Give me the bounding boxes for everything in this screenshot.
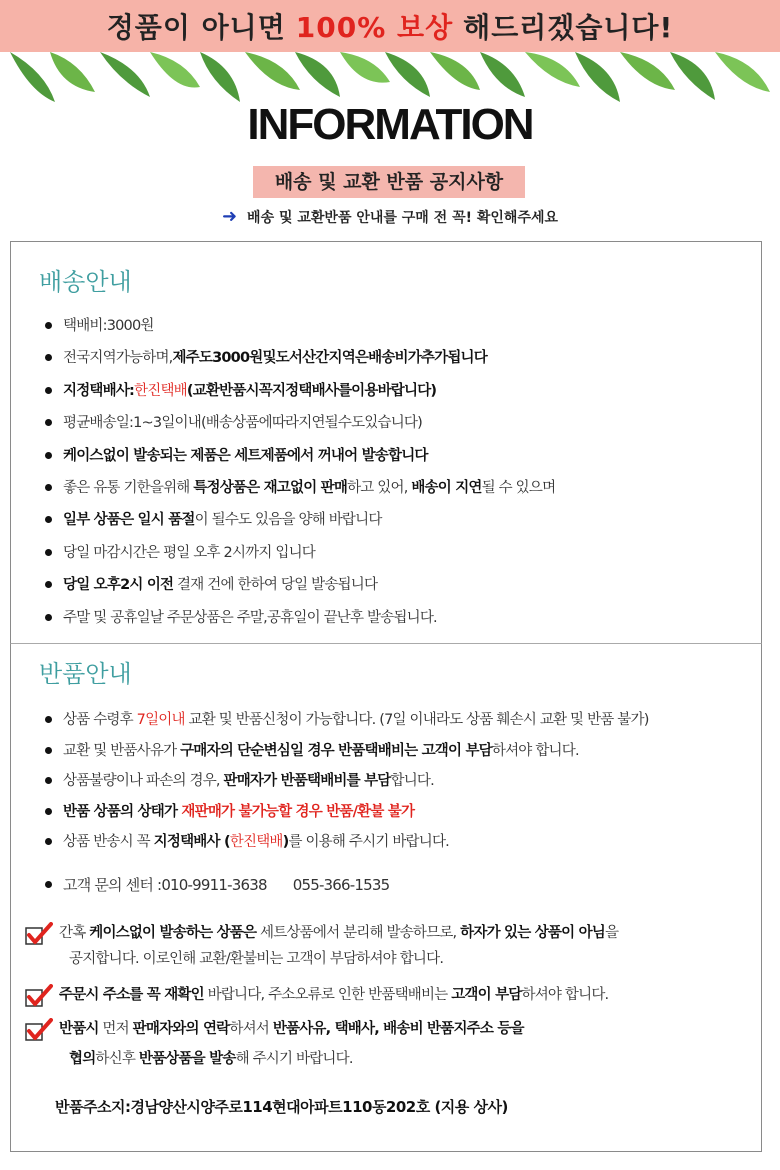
- return-list: [45, 708, 649, 903]
- list-item: 일부 상품은 일시 품절이 될수도 있음을 양해 바랍니다: [45, 508, 555, 540]
- return-address: 반품주소지:경남양산시양주로114현대아파트110동202호 (지용 상사): [55, 1098, 508, 1116]
- notice-title: 배송 및 교환 반품 공지사항: [253, 166, 525, 198]
- list-item: 상품불량이나 파손의 경우, 판매자가 반품택배비를 부담합니다.: [45, 769, 649, 800]
- check-notice-3: 반품시 먼저 판매자와의 연락하셔서 반품사유, 택배사, 배송비 반품지주소 등을 협의하신후 반품상품을 발송해 주시기 바랍니다.: [25, 1016, 524, 1076]
- list-item: 평균배송일:1~3일이내(배송상품에따라지연될수도있습니다): [45, 411, 555, 443]
- list-item: 전국지역가능하며,제주도3000원및도서산간지역은배송비가추가됩니다: [45, 346, 555, 378]
- notice-subtitle-text: 배송 및 교환반품 안내를 구매 전 꼭! 확인해주세요: [247, 210, 559, 226]
- contact-phone-1: 010-9911-3638: [161, 875, 267, 894]
- list-item: 상품 수령후 7일이내 교환 및 반품신청이 가능합니다. (7일 이내라도 상품 훼손시 교환 및 반품 불가): [45, 708, 649, 739]
- return-section: [10, 644, 762, 1152]
- top-banner: [0, 0, 780, 52]
- red-checkbox-icon: [25, 984, 53, 1008]
- contact-phone-2: 055-366-1535: [292, 875, 390, 894]
- list-item: 케이스없이 발송되는 제품은 세트제품에서 꺼내어 발송합니다: [45, 444, 555, 476]
- banner-text-1: 정품이 아니면: [106, 11, 286, 44]
- list-item: 택배비:3000원: [45, 314, 555, 346]
- delivery-section-title: 배송안내: [39, 268, 132, 296]
- red-checkbox-icon: [25, 1018, 53, 1042]
- list-item: 상품 반송시 꼭 지정택배사 (한진택배)를 이용해 주시기 바랍니다.: [45, 830, 649, 861]
- list-item: 당일 오후2시 이전 결재 건에 한하여 당일 발송됩니다: [45, 573, 555, 605]
- list-item: 주말 및 공휴일날 주문상품은 주말,공휴일이 끝난후 발송됩니다.: [45, 606, 555, 638]
- banner-highlight: 100% 보상: [295, 11, 454, 44]
- delivery-list: [45, 314, 555, 638]
- list-item: 반품 상품의 상태가 재판매가 불가능할 경우 반품/환불 불가: [45, 800, 649, 831]
- customer-contact: 고객 문의 센터 :010-9911-3638 055-366-1535: [45, 873, 649, 904]
- delivery-section: [10, 241, 762, 644]
- list-item: 지정택배사:한진택배(교환반품시꼭지정택배사를이용바랍니다): [45, 379, 555, 411]
- right-arrow-icon: ➜: [221, 206, 238, 227]
- check-notice-1: 간혹 케이스없이 발송하는 상품은 세트상품에서 분리해 발송하므로, 하자가 있는 상품이 아님을 공지합니다. 이로인해 교환/환불비는 고객이 부담하셔야 합니다.: [25, 920, 618, 972]
- list-item: 당일 마감시간은 평일 오후 2시까지 입니다: [45, 541, 555, 573]
- banner-text-2: 해드리겠습니다!: [463, 11, 674, 44]
- red-checkbox-icon: [25, 922, 53, 946]
- page-title: INFORMATION: [247, 100, 533, 149]
- list-item: 교환 및 반품사유가 구매자의 단순변심일 경우 반품택배비는 고객이 부담하셔야 합니다.: [45, 739, 649, 770]
- return-section-title: 반품안내: [39, 660, 132, 688]
- list-item: 좋은 유통 기한을위해 특정상품은 재고없이 판매하고 있어, 배송이 지연될 수 있으며: [45, 476, 555, 508]
- check-notice-2: 주문시 주소를 꼭 재확인 바랍니다, 주소오류로 인한 반품택배비는 고객이 부담하셔야 합니다.: [25, 982, 608, 1008]
- notice-subtitle: [0, 206, 780, 227]
